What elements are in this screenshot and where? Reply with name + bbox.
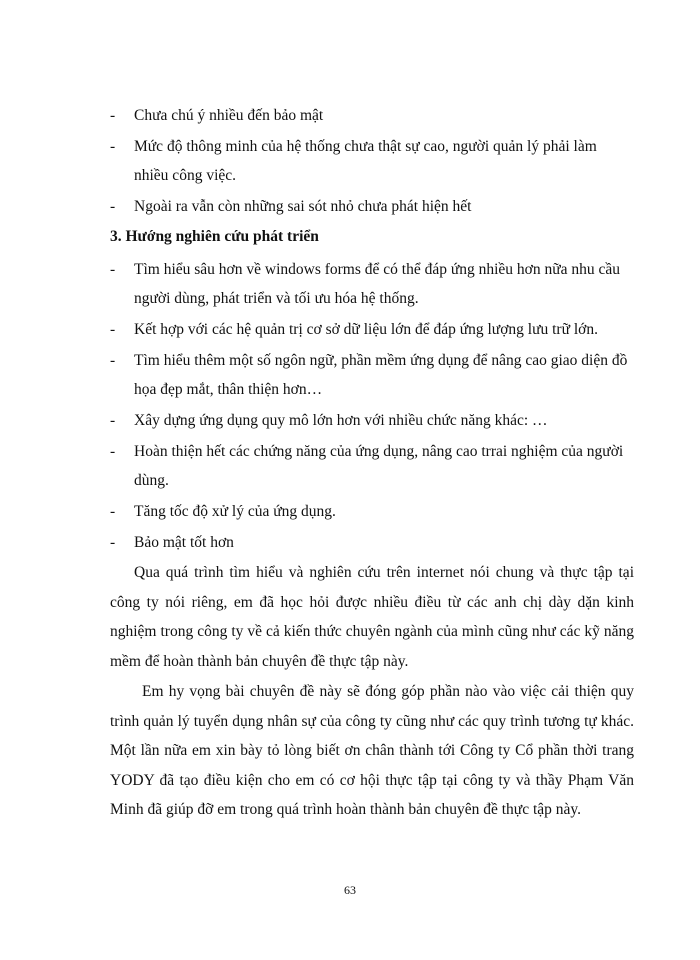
list-item bbox=[0, 346, 700, 404]
list-item-text: Mức độ thông minh của hệ thống chưa thật sự cao, người quản lý phải làm nhiều công việc. bbox=[134, 138, 597, 184]
list-item-text: Tăng tốc độ xử lý của ứng dụng. bbox=[134, 503, 336, 520]
limitations-list bbox=[0, 101, 700, 223]
bullet-dash: - bbox=[110, 321, 116, 338]
section-heading: 3. Hướng nghiên cứu phát triển bbox=[110, 228, 319, 245]
bullet-dash: - bbox=[110, 443, 116, 460]
bullet-dash: - bbox=[110, 412, 116, 429]
list-item bbox=[0, 497, 700, 526]
list-item bbox=[0, 406, 700, 435]
list-item bbox=[0, 132, 700, 190]
bullet-dash: - bbox=[110, 534, 116, 551]
paragraph: Em hy vọng bài chuyên đề này sẽ đóng góp phần nào vào việc cải thiện quy trình quản lý tuyển dụng nhân sự của công ty cũng như các quy trình tương tự khác. Một lần nữa em xin bày tỏ lòng biết ơn chân thành tới Công ty Cổ phần thời trang YODY đã tạo điều kiện cho em có cơ hội thực tập tại công ty và thầy Phạm Văn Minh đã giúp đỡ em trong quá trình hoàn thành bản chuyên đề thực tập này. bbox=[110, 683, 634, 818]
bullet-dash: - bbox=[110, 198, 116, 215]
bullet-dash: - bbox=[110, 352, 116, 369]
list-item bbox=[0, 192, 700, 221]
page-number: 63 bbox=[344, 883, 356, 897]
list-item-text: Ngoài ra vẫn còn những sai sót nhỏ chưa phát hiện hết bbox=[134, 198, 472, 215]
list-item bbox=[0, 101, 700, 130]
paragraph: Qua quá trình tìm hiểu và nghiên cứu trên internet nói chung và thực tập tại công ty nói riêng, em đã học hỏi được nhiều điều từ các anh chị dày dặn kinh nghiệm trong công ty về cả kiến thức chuyên ngành của mình cũng như các kỹ năng mềm để hoàn thành bản chuyên đề thực tập này. bbox=[110, 564, 634, 670]
list-item bbox=[0, 255, 700, 313]
list-item bbox=[0, 315, 700, 344]
bullet-dash: - bbox=[110, 503, 116, 520]
bullet-dash: - bbox=[110, 107, 116, 124]
list-item-text: Tìm hiểu sâu hơn về windows forms để có thể đáp ứng nhiều hơn nữa nhu cầu người dùng, phát triển và tối ưu hóa hệ thống. bbox=[134, 261, 621, 307]
list-item bbox=[0, 528, 700, 557]
list-item-text: Bảo mật tốt hơn bbox=[134, 534, 234, 551]
list-item-text: Kết hợp với các hệ quản trị cơ sở dữ liệu lớn để đáp ứng lượng lưu trữ lớn. bbox=[134, 321, 598, 338]
list-item-text: Xây dựng ứng dụng quy mô lớn hơn với nhiều chức năng khác: … bbox=[134, 412, 548, 429]
development-list bbox=[0, 255, 700, 559]
bullet-dash: - bbox=[110, 261, 116, 278]
list-item bbox=[0, 437, 700, 495]
list-item-text: Hoàn thiện hết các chứng năng của ứng dụng, nâng cao trrai nghiệm của người dùng. bbox=[134, 443, 624, 489]
list-item-text: Tìm hiểu thêm một số ngôn ngữ, phần mềm ứng dụng để nâng cao giao diện đồ họa đẹp mắt, thân thiện hơn… bbox=[134, 352, 628, 398]
bullet-dash: - bbox=[110, 138, 116, 155]
list-item-text: Chưa chú ý nhiều đến bảo mật bbox=[134, 107, 324, 124]
